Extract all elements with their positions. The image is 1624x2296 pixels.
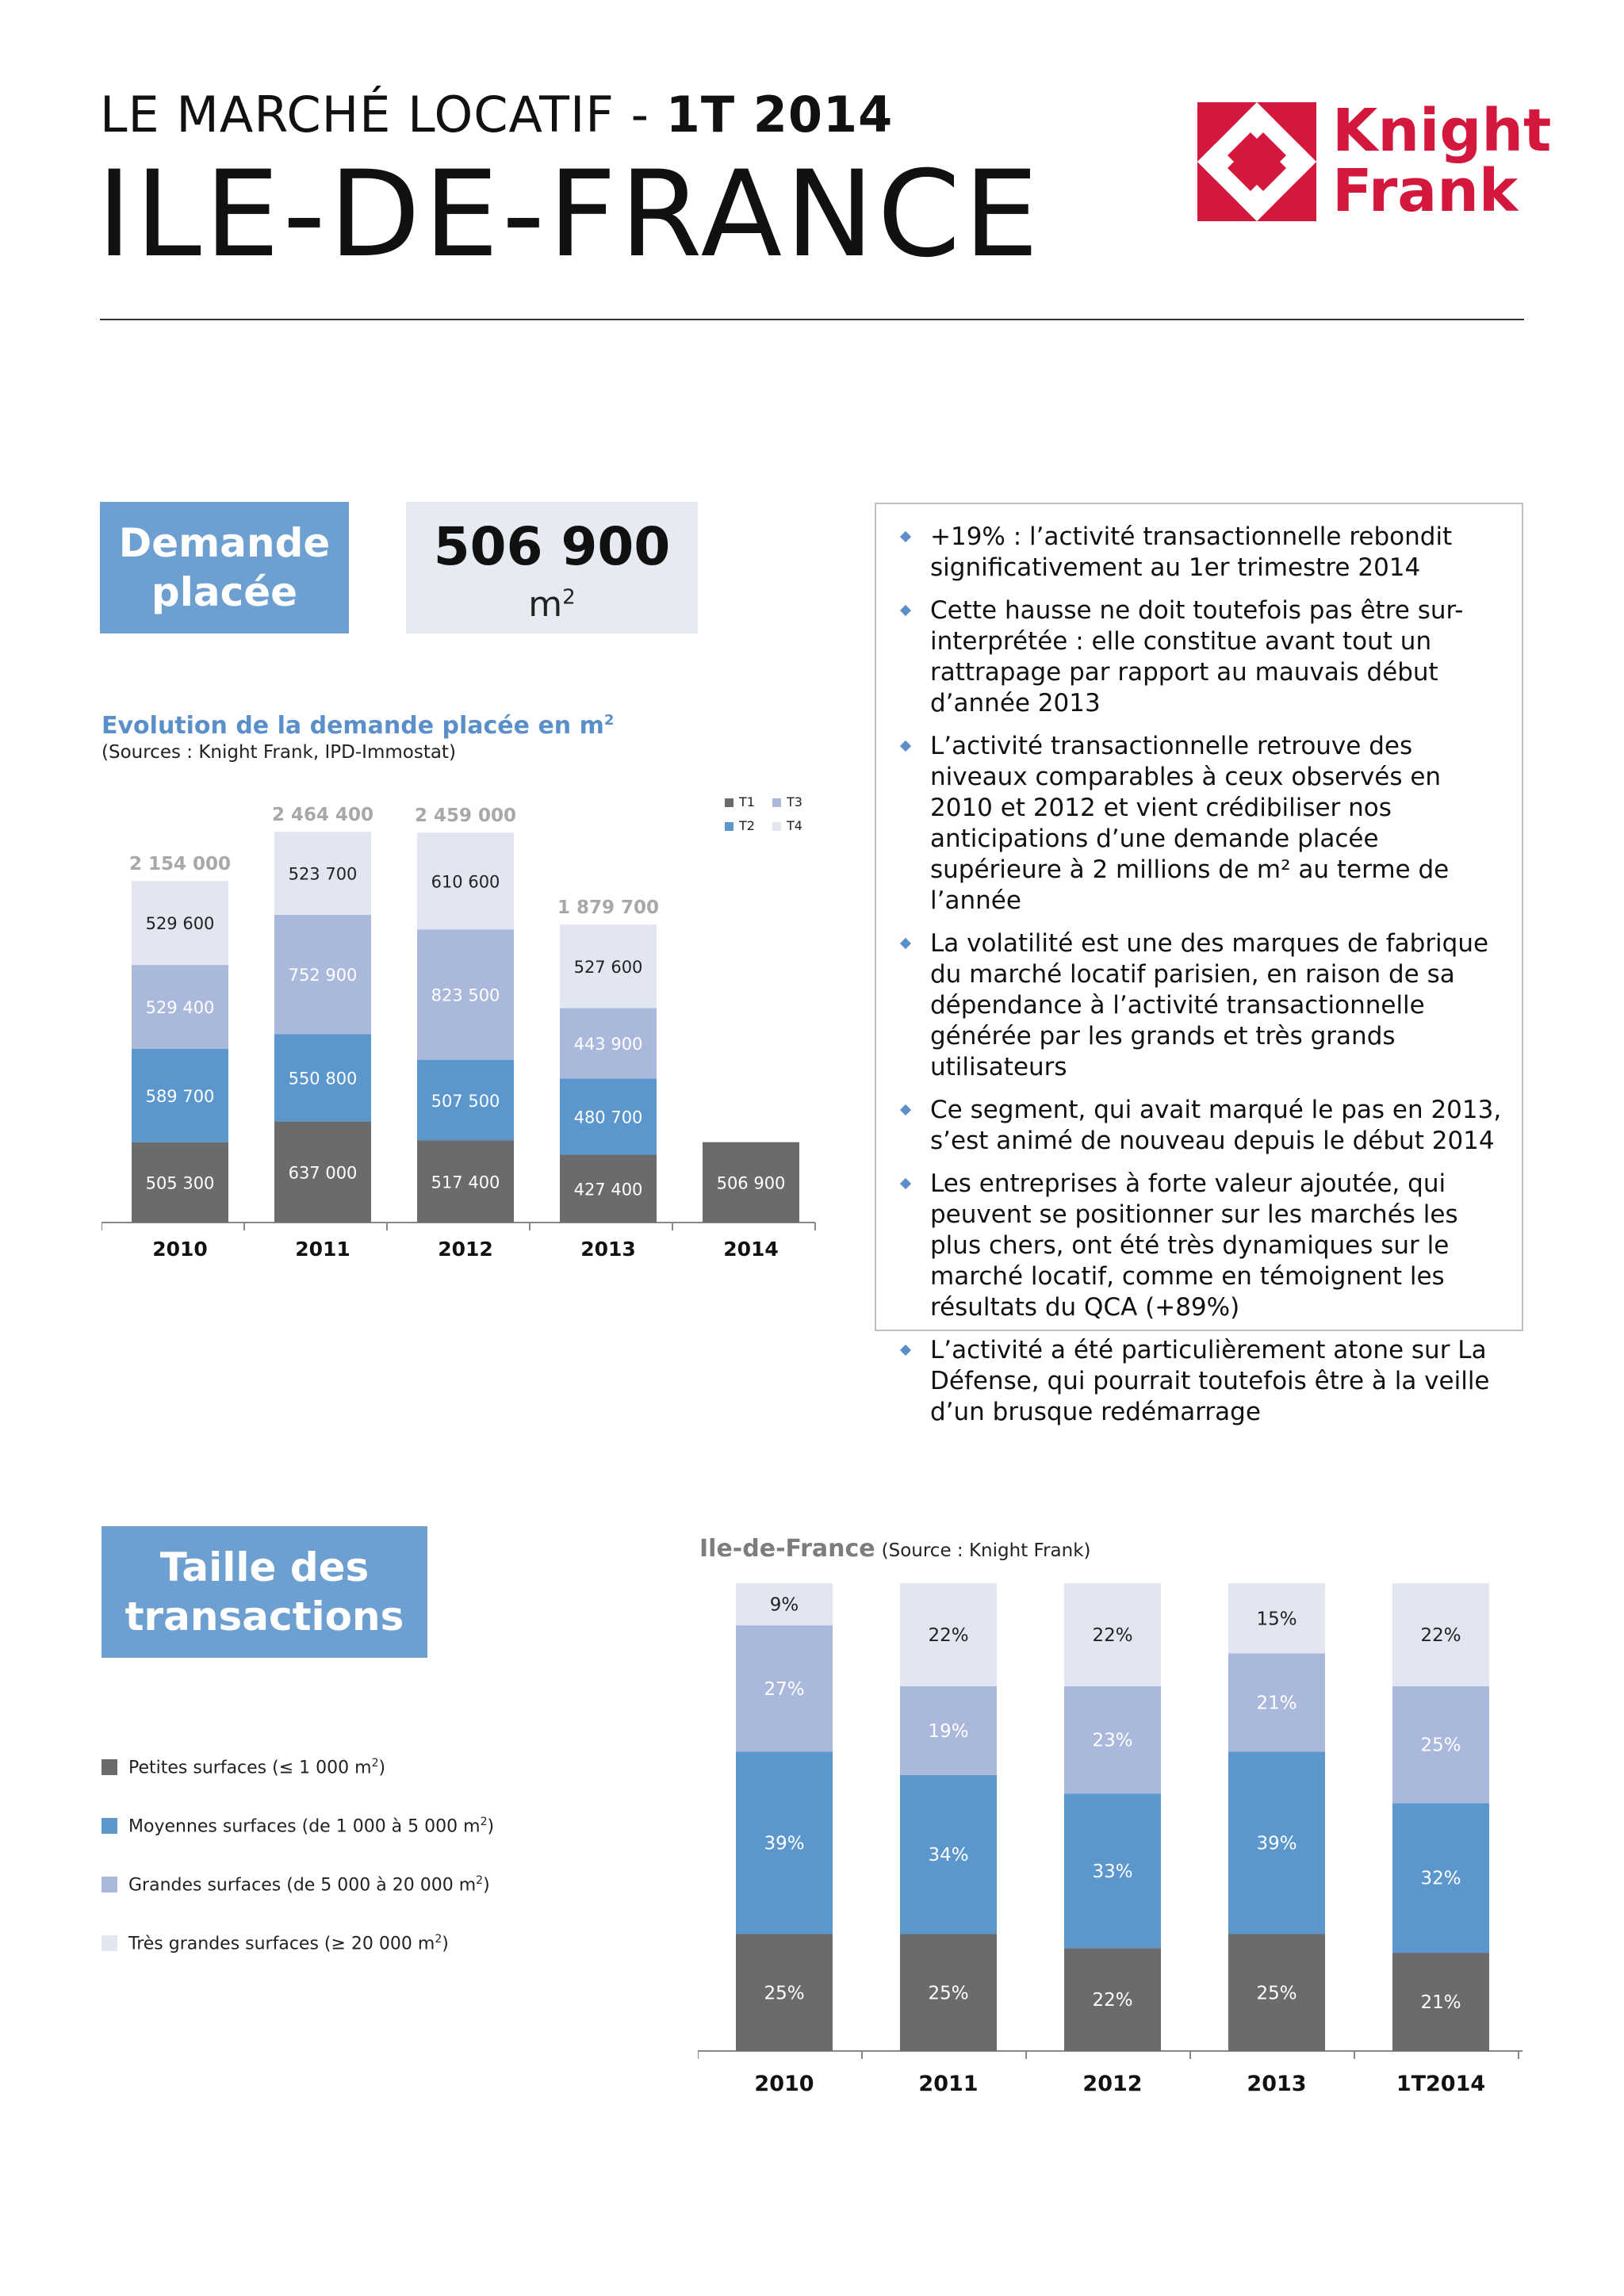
data-label: 637 000 — [288, 1163, 358, 1183]
data-label: 523 700 — [288, 864, 358, 884]
legend-label: Moyennes surfaces (de 1 000 à 5 000 m — [128, 1816, 481, 1837]
bullet-diamond-icon — [900, 1104, 911, 1115]
x-tick-label: 2011 — [295, 1238, 350, 1261]
chart-taille-transactions — [698, 1570, 1526, 2109]
legend-label: T1 — [739, 794, 755, 809]
section-title-line1: Taille des — [159, 1544, 370, 1590]
chart1-title — [102, 712, 614, 740]
bullet-text: L’activité transactionnelle retrouve des niveaux comparables à ceux observés en 2010 et 2012 et vient crédibiliser nos anticipations d’une demande placée supérieure à 2 millions de m² au terme de l’année — [930, 732, 1450, 915]
knight-frank-logo-mark-icon — [1197, 102, 1316, 221]
data-label: 529 600 — [145, 914, 215, 934]
data-label: 34% — [928, 1845, 969, 1866]
legend-swatch — [102, 1877, 117, 1892]
legend-swatch-t2 — [725, 822, 733, 831]
data-label: 22% — [928, 1624, 969, 1646]
x-tick-label: 2012 — [1082, 2072, 1143, 2096]
x-tick-label: 2011 — [918, 2072, 979, 2096]
data-label: 21% — [1256, 1693, 1297, 1714]
x-tick-label: 1T2014 — [1396, 2072, 1486, 2096]
legend-close: ) — [442, 1934, 449, 1954]
total-label: 2 154 000 — [128, 854, 232, 875]
bullet-text: Ce segment, qui avait marqué le pas en 2013, s’est animé de nouveau depuis le début 2014 — [930, 1096, 1502, 1155]
x-tick-label: 2010 — [152, 1238, 208, 1261]
chart1-source: (Sources : Knight Frank, IPD-Immostat) — [102, 742, 456, 763]
chart1-title-sup: 2 — [603, 712, 615, 729]
page-title: ILE-DE-FRANCE — [97, 146, 1042, 284]
data-label: 752 900 — [288, 966, 358, 985]
legend-item-tres-grandes — [102, 1933, 449, 1954]
x-tick-label: 2013 — [580, 1238, 636, 1261]
section-title-line1: Demande — [118, 519, 331, 566]
data-label: 9% — [769, 1594, 799, 1616]
data-label: 25% — [928, 1983, 969, 2004]
commentary-panel — [875, 503, 1523, 1426]
bullet-diamond-icon — [900, 1178, 911, 1189]
page-supertitle — [100, 86, 893, 144]
kpi-unit — [406, 584, 698, 625]
chart2-svg — [698, 1570, 1526, 2109]
bullet-item — [898, 1335, 1506, 1428]
bullet-item — [898, 928, 1506, 1083]
data-label: 427 400 — [573, 1180, 643, 1200]
legend-close: ) — [378, 1758, 386, 1778]
total-label: 2 459 000 — [414, 806, 517, 827]
section-title-line2: transactions — [124, 1594, 404, 1640]
kpi-unit-text: m — [528, 584, 563, 625]
legend-close: ) — [487, 1816, 495, 1837]
bullet-diamond-icon — [900, 740, 911, 752]
legend-swatch-t1 — [725, 798, 733, 807]
x-tick-label: 2013 — [1247, 2072, 1307, 2096]
data-label: 507 500 — [431, 1091, 500, 1111]
legend-label: T2 — [739, 818, 755, 833]
total-label: 2 464 400 — [271, 805, 374, 826]
legend-sup: 2 — [476, 1874, 484, 1887]
data-label: 823 500 — [431, 985, 500, 1005]
bullet-text: Les entreprises à forte valeur ajoutée, qui peuvent se positionner sur les marchés les plus chers, ont été très dynamiques sur le marché locatif, comme en témoignent les résultats du QCA (+89%) — [930, 1169, 1458, 1322]
chart1-svg — [102, 761, 827, 1284]
data-label: 517 400 — [431, 1173, 500, 1192]
legend-item-grandes — [102, 1874, 490, 1895]
legend-label: T4 — [787, 818, 802, 833]
data-label: 39% — [764, 1833, 805, 1854]
legend-swatch-t4 — [772, 822, 781, 831]
data-label: 32% — [1420, 1868, 1461, 1889]
legend-sup: 2 — [480, 1816, 488, 1828]
bullet-diamond-icon — [900, 938, 911, 949]
data-label: 22% — [1420, 1624, 1461, 1646]
data-label: 19% — [928, 1720, 969, 1742]
chart2-title: Ile-de-France — [699, 1535, 875, 1563]
data-label: 443 900 — [573, 1034, 643, 1054]
data-label: 506 900 — [716, 1173, 786, 1193]
data-label: 589 700 — [145, 1086, 215, 1106]
data-label: 25% — [1256, 1983, 1297, 2004]
kpi-unit-sup: 2 — [562, 585, 576, 610]
section-title-line2: placée — [151, 569, 298, 615]
total-label: 1 879 700 — [557, 897, 660, 919]
data-label: 505 300 — [145, 1173, 215, 1193]
legend-item-petites — [102, 1757, 385, 1777]
data-label: 550 800 — [288, 1069, 358, 1089]
data-label: 27% — [764, 1678, 805, 1700]
commentary-list — [876, 504, 1522, 1428]
legend-label: Petites surfaces (≤ 1 000 m — [128, 1758, 372, 1778]
bullet-item — [898, 731, 1506, 916]
title-period: 1T 2014 — [665, 86, 894, 144]
logo-line1: Knight — [1332, 97, 1552, 165]
legend-close: ) — [483, 1875, 490, 1896]
chart-demande-placee — [102, 761, 827, 1284]
section-demande-placee — [100, 502, 349, 633]
x-tick-label: 2014 — [723, 1238, 779, 1261]
chart2-source: (Source : Knight Frank) — [881, 1540, 1091, 1561]
bullet-text: +19% : l’activité transactionnelle rebondit significativement au 1er trimestre 2014 — [930, 522, 1453, 582]
header-divider — [100, 319, 1524, 320]
knight-frank-logo — [1197, 97, 1552, 226]
bullet-diamond-icon — [900, 605, 911, 616]
legend-sup: 2 — [371, 1757, 379, 1770]
data-label: 22% — [1092, 1990, 1133, 2011]
data-label: 22% — [1092, 1624, 1133, 1646]
title-prefix: LE MARCHÉ LOCATIF - — [100, 86, 666, 144]
bullet-text: L’activité a été particulièrement atone sur La Défense, qui pourrait toutefois être à la veille d’un brusque redémarrage — [930, 1336, 1490, 1426]
legend-label: T3 — [787, 794, 802, 809]
legend-swatch — [102, 1759, 117, 1775]
legend-label: Grandes surfaces (de 5 000 à 20 000 m — [128, 1875, 477, 1896]
data-label: 527 600 — [573, 957, 643, 977]
legend-sup: 2 — [435, 1933, 442, 1946]
legend-item-moyennes — [102, 1816, 494, 1836]
legend-label: Très grandes surfaces (≥ 20 000 m — [128, 1934, 435, 1954]
data-label: 25% — [1420, 1735, 1461, 1756]
bullet-item — [898, 522, 1506, 584]
bullet-item — [898, 1169, 1506, 1323]
legend-swatch — [102, 1935, 117, 1951]
x-tick-label: 2012 — [438, 1238, 493, 1261]
data-label: 529 400 — [145, 998, 215, 1018]
legend-swatch — [102, 1818, 117, 1834]
logo-line2: Frank — [1332, 157, 1519, 225]
data-label: 39% — [1256, 1833, 1297, 1854]
bullet-text: Cette hausse ne doit toutefois pas être sur-interprétée : elle constitue avant tout un rattrapage par rapport au mauvais début d’année 2013 — [930, 596, 1464, 718]
chart2-heading — [699, 1535, 1091, 1563]
x-tick-label: 2010 — [754, 2072, 814, 2096]
data-label: 480 700 — [573, 1108, 643, 1127]
legend-swatch-t3 — [772, 798, 781, 807]
bullet-diamond-icon — [900, 531, 911, 542]
kpi-value: 506 900 — [433, 516, 671, 577]
data-label: 15% — [1256, 1609, 1297, 1630]
data-label: 23% — [1092, 1730, 1133, 1751]
bullet-diamond-icon — [900, 1345, 911, 1356]
data-label: 21% — [1420, 1992, 1461, 2014]
section-taille-transactions — [102, 1526, 427, 1658]
bullet-text: La volatilité est une des marques de fabrique du marché locatif parisien, en raison de sa dépendance à l’activité transactionnelle générée par les grands et très grands utilisateurs — [930, 929, 1489, 1081]
chart1-title-text: Evolution de la demande placée en m — [102, 712, 604, 740]
data-label: 610 600 — [431, 872, 500, 892]
data-label: 33% — [1092, 1861, 1133, 1882]
bullet-item — [898, 595, 1506, 719]
kpi-card — [406, 502, 698, 633]
data-label: 25% — [764, 1983, 805, 2004]
bullet-item — [898, 1095, 1506, 1157]
logo-wordmark — [1332, 97, 1552, 225]
